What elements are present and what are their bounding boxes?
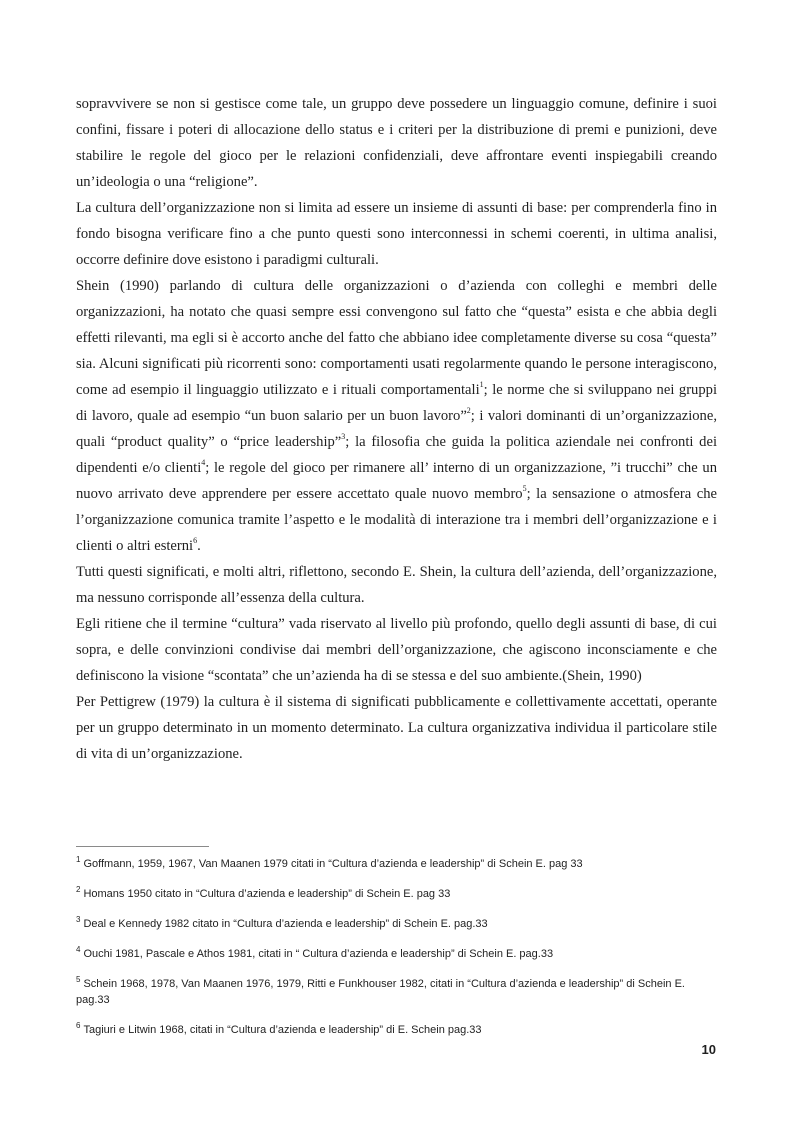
footnote-text: Deal e Kennedy 1982 citato in “Cultura d’azienda e leadership” di Schein E. pag.33 (83, 918, 488, 930)
footnote-ref-2[interactable]: 2 (466, 406, 471, 416)
footnote-number: 1 (76, 855, 81, 865)
footnote-ref-6[interactable]: 6 (193, 536, 198, 546)
paragraph-3-text: ; le regole del gioco per rimanere all’ interno di un organizzazione, ”i trucchi” che un nuovo arrivato deve apprendere per essere accettato quale nuovo membro (76, 460, 717, 502)
footnote-text: Ouchi 1981, Pascale e Athos 1981, citati in “ Cultura d’azienda e leadership” di Schein E. pag.33 (83, 948, 554, 960)
footnote-4 (76, 946, 716, 962)
footnote-text: Goffmann, 1959, 1967, Van Maanen 1979 citati in “Cultura d’azienda e leadership” di Schein E. pag 33 (83, 858, 583, 870)
footnote-2 (76, 886, 716, 902)
footnote-3 (76, 916, 716, 932)
footnote-ref-1[interactable]: 1 (479, 380, 484, 390)
paragraph-3-text: ; la filosofia che guida la politica aziendale nei confronti dei dipendenti e/o clienti (76, 434, 717, 476)
paragraph-4: Tutti questi significati, e molti altri, riflettono, secondo E. Shein, la cultura dell’azienda, dell’organizzazione, ma nessuno corrisponde all’essenza della cultura. (76, 564, 717, 606)
footnote-1 (76, 856, 716, 872)
paragraph-3-text: ; le norme che si sviluppano nei gruppi di lavoro, quale ad esempio “un buon salario per un buon lavoro” (76, 382, 717, 424)
footnote-5 (76, 976, 716, 1008)
footnote-text: Tagiuri e Litwin 1968, citati in “Cultura d’azienda e leadership” di E. Schein pag.33 (83, 1024, 482, 1036)
footnote-text: Homans 1950 citato in “Cultura d’azienda e leadership” di Schein E. pag 33 (83, 888, 451, 900)
paragraph-1: sopravvivere se non si gestisce come tale, un gruppo deve possedere un linguaggio comune, definire i suoi confini, fissare i poteri di allocazione dello status e i criteri per la distribuzione di premi e punizioni, deve stabilire le regole del gioco per le relazioni confidenziali, deve affrontare eventi inspiegabili creando un’ideologia o una “religione”. (76, 96, 717, 190)
footnote-number: 3 (76, 915, 81, 925)
footnote-number: 4 (76, 945, 81, 955)
paragraph-6: Per Pettigrew (1979) la cultura è il sistema di significati pubblicamente e collettivamente accettati, operante per un gruppo determinato in un momento determinato. La cultura organizzativa individua il particolare stile di vita di un’organizzazione. (76, 694, 717, 762)
footnotes (76, 856, 716, 1052)
footnote-separator (76, 846, 209, 847)
footnote-ref-5[interactable]: 5 (522, 484, 527, 494)
footnote-number: 5 (76, 975, 81, 985)
paragraph-3-text: . (197, 538, 201, 554)
paragraph-5: Egli ritiene che il termine “cultura” vada riservato al livello più profondo, quello degli assunti di base, di cui sopra, e delle convinzioni condivise dai membri dell’organizzazione, che agiscono inconsciamente e che definiscono la visione “scontata” che un’azienda ha di se stessa e del suo ambiente.(Shein, 1990) (76, 616, 717, 684)
body-text (76, 91, 717, 767)
footnote-number: 6 (76, 1021, 81, 1031)
footnote-6 (76, 1022, 716, 1038)
footnote-ref-3[interactable]: 3 (341, 432, 346, 442)
paragraph-3-text: Shein (1990) parlando di cultura delle organizzazioni o d’azienda con colleghi e membri delle organizzazioni, ha notato che quasi sempre essi convengono sul fatto che “questa” esista e che abbia degli effetti rilevanti, ma egli si è accorto anche del fatto che abbiano idee completamente diverse su cosa “questa” sia. Alcuni significati più ricorrenti sono: comportamenti usati regolarmente quando le persone interagiscono, come ad esempio il linguaggio utilizzato e i rituali comportamentali (76, 278, 717, 398)
paragraph-3 (76, 273, 717, 559)
paragraph-3-text: ; i valori dominanti di un’organizzazione, quali “product quality” o “price leadership” (76, 408, 717, 450)
page-number: 10 (701, 1042, 716, 1057)
footnote-text: Schein 1968, 1978, Van Maanen 1976, 1979, Ritti e Funkhouser 1982, citati in “Cultura d’azienda e leadership” di Schein E. pag.33 (76, 978, 685, 1006)
footnote-number: 2 (76, 885, 81, 895)
footnote-ref-4[interactable]: 4 (201, 458, 206, 468)
paragraph-2: La cultura dell’organizzazione non si limita ad essere un insieme di assunti di base: per comprenderla fino in fondo bisogna verificare fino a che punto questi sono interconnessi in schemi coerenti, in ultima analisi, occorre definire dove esistono i paradigmi culturali. (76, 200, 717, 268)
paragraph-3-text: ; la sensazione o atmosfera che l’organizzazione comunica tramite l’aspetto e le modalità di interazione tra i membri dell’organizzazione e i clienti o altri esterni (76, 486, 718, 554)
